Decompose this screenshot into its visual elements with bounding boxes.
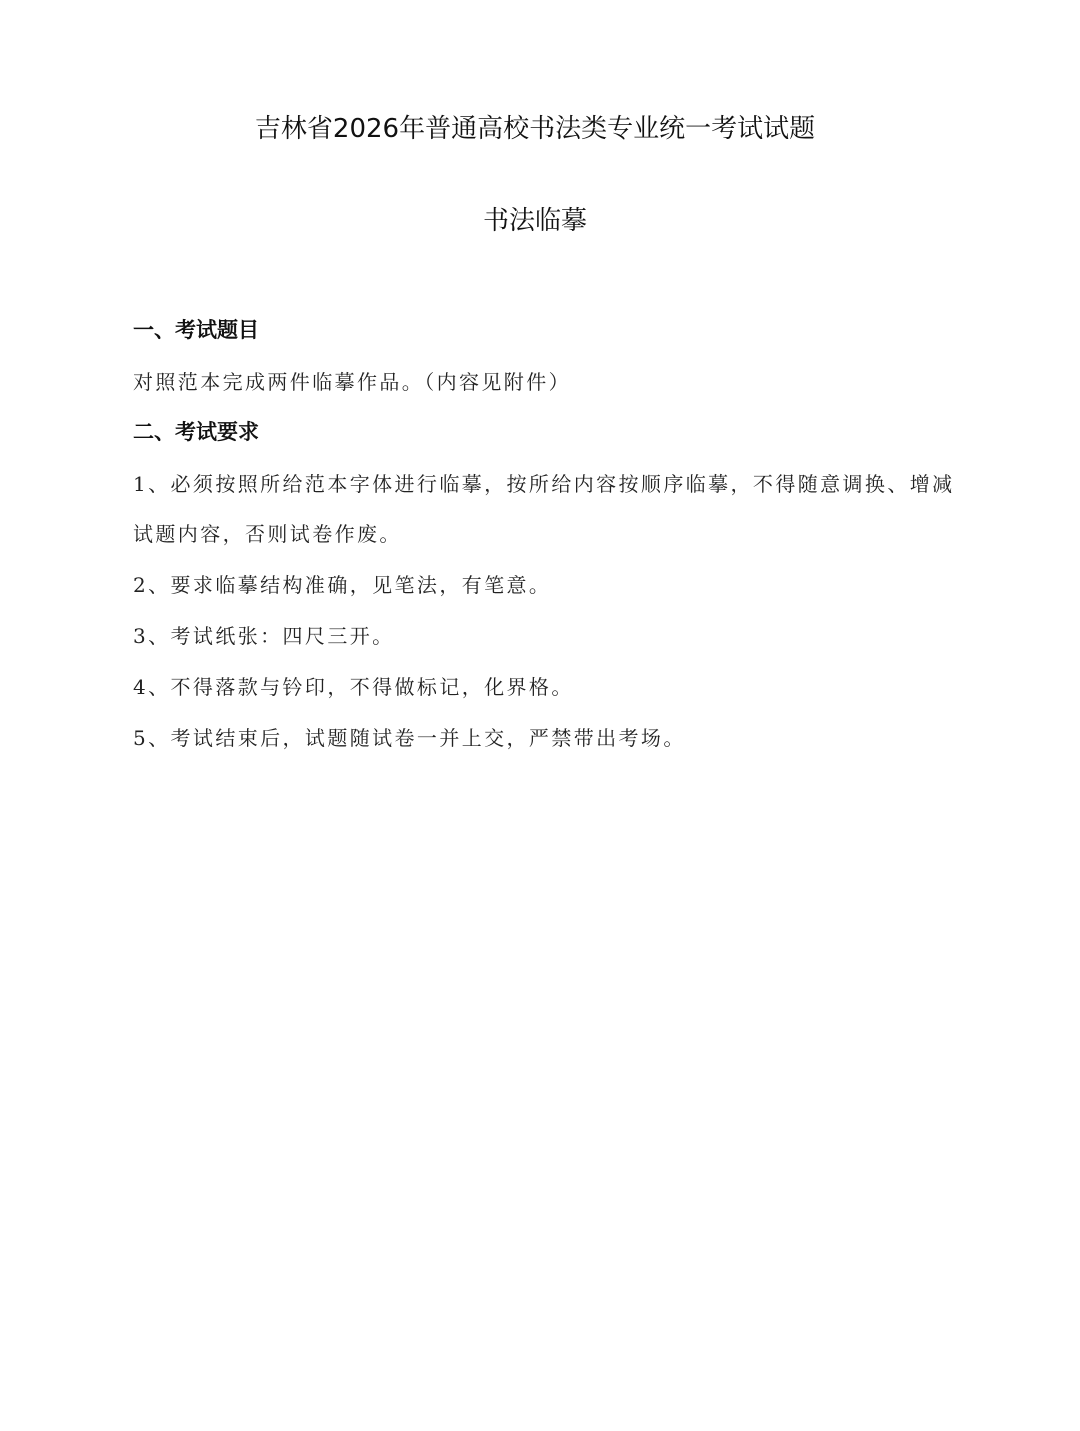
section-heading-exam-requirements: 二、考试要求 xyxy=(133,420,259,444)
requirement-5: 5、考试结束后，试题随试卷一并上交，严禁带出考场。 xyxy=(133,726,686,750)
section-heading-exam-topic: 一、考试题目 xyxy=(133,318,259,342)
document-title: 吉林省2026年普通高校书法类专业统一考试试题 xyxy=(254,114,816,144)
requirement-2: 2、要求临摹结构准确，见笔法，有笔意。 xyxy=(133,573,552,597)
requirement-1-line-2: 试题内容，否则试卷作废。 xyxy=(133,522,402,546)
requirement-3: 3、考试纸张：四尺三开。 xyxy=(133,624,395,648)
document-subtitle: 书法临摹 xyxy=(482,206,587,236)
exam-topic-paragraph: 对照范本完成两件临摹作品。（内容见附件） xyxy=(133,370,571,394)
requirement-1-line-1: 1、必须按照所给范本字体进行临摹，按所给内容按顺序临摹，不得随意调换、增减 xyxy=(133,472,955,496)
requirement-4: 4、不得落款与钤印，不得做标记，化界格。 xyxy=(133,675,574,699)
